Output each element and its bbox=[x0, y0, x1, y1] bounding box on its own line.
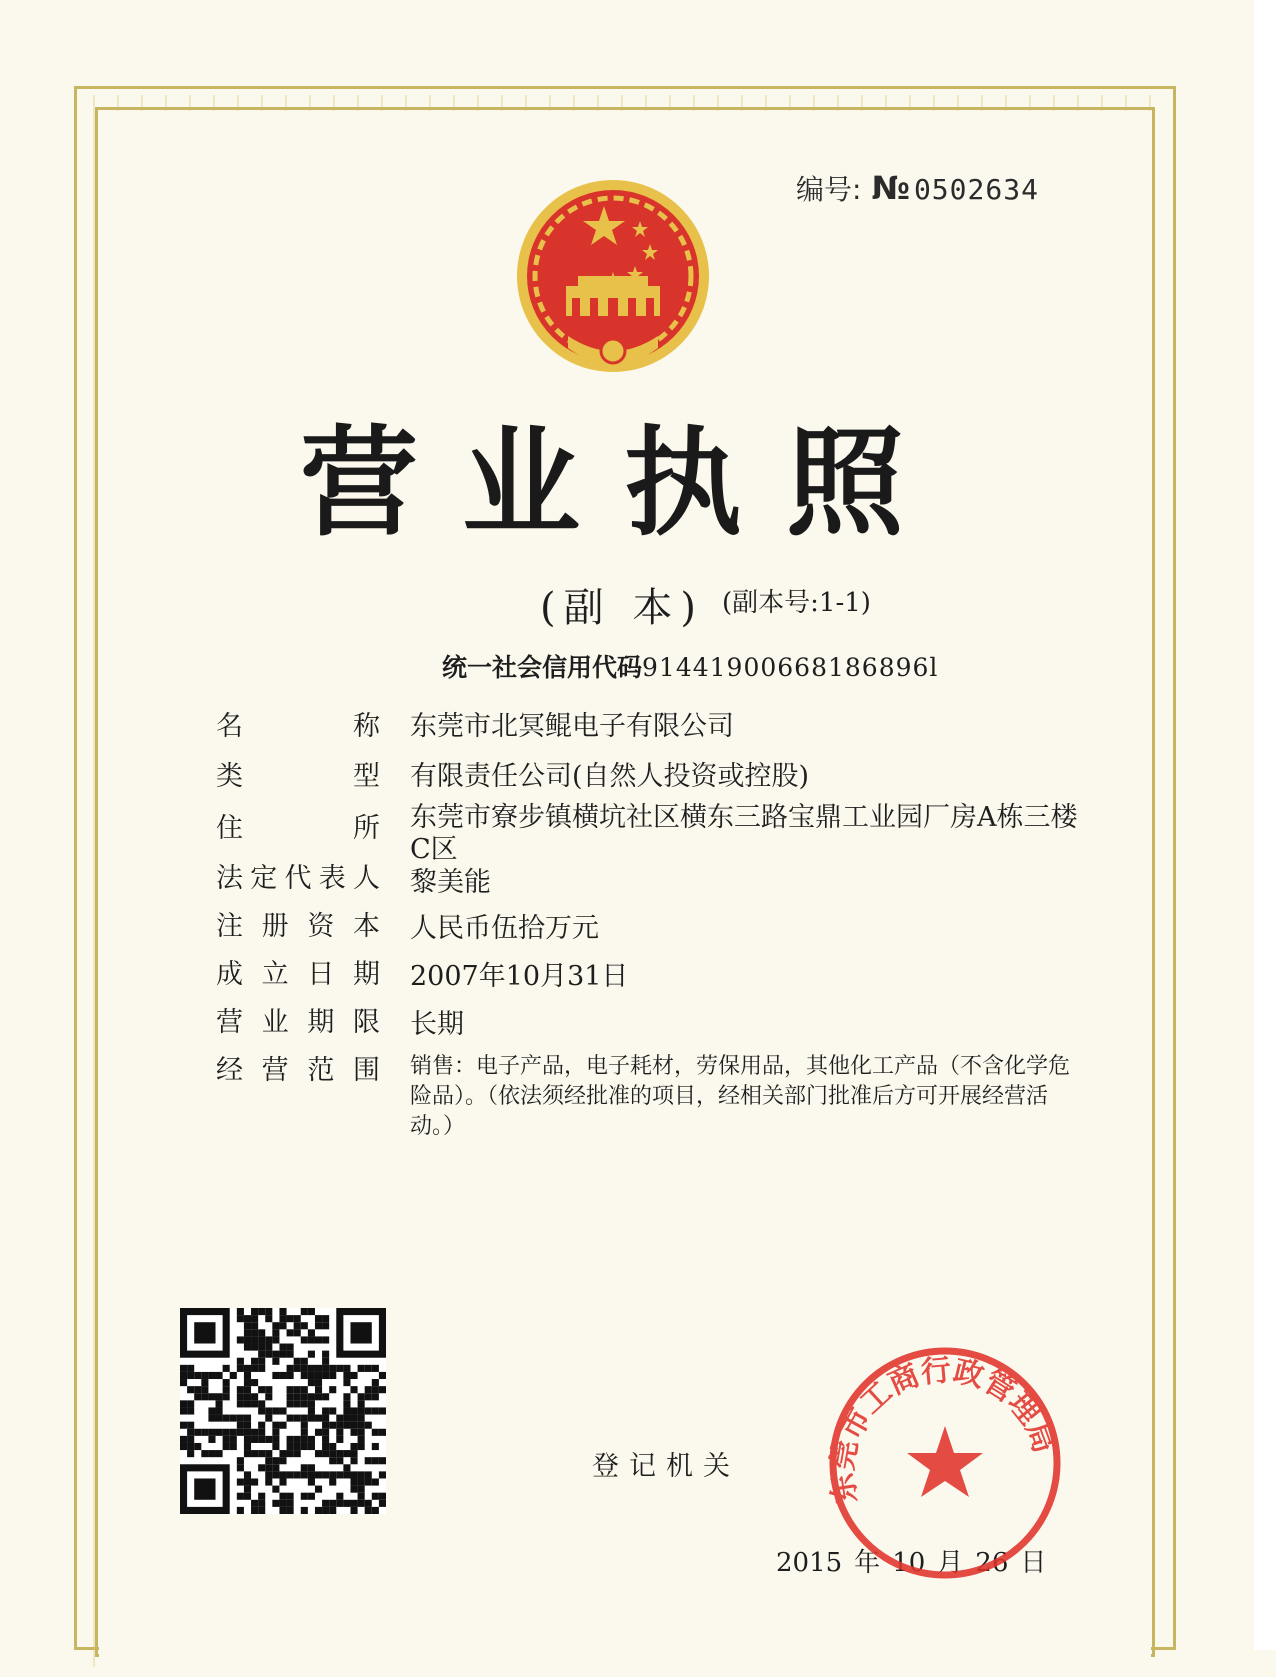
serial-mark: № bbox=[871, 169, 910, 207]
field-label-type: 类型 bbox=[216, 761, 380, 792]
field-value-capital: 人民币伍拾万元 bbox=[410, 913, 599, 944]
seal-text: 东莞市工商行政管理局 bbox=[825, 1352, 1062, 1506]
field-value-scope: 销售：电子产品，电子耗材，劳保用品，其他化工产品（不含化学危险品）。（依法须经批准的项目，经相关部门批准后方可开展经营活动。） bbox=[410, 1054, 1071, 1139]
issue-year-unit: 年 bbox=[854, 1548, 881, 1578]
field-label-established: 成立日期 bbox=[216, 959, 380, 990]
credit-code-label: 统一社会信用代码 bbox=[442, 653, 643, 682]
serial-label: 编号: bbox=[796, 173, 862, 206]
issue-month: 10 bbox=[892, 1548, 926, 1578]
copy-number: (副本号:1-1) bbox=[722, 588, 871, 618]
issue-day: 26 bbox=[975, 1548, 1009, 1578]
field-label-name: 名称 bbox=[216, 711, 380, 742]
document-title: 营业执照 bbox=[300, 414, 949, 552]
credit-code-value: 91441900668186896l bbox=[642, 653, 939, 682]
national-emblem-icon bbox=[508, 176, 718, 386]
serial-value: 0502634 bbox=[913, 173, 1039, 206]
official-seal-icon bbox=[820, 1338, 1070, 1588]
registration-authority-label: 登记机关 bbox=[592, 1451, 740, 1482]
field-label-legal-rep: 法定代表人 bbox=[216, 863, 380, 894]
field-value-legal-rep: 黎美能 bbox=[410, 867, 491, 898]
field-value-name: 东莞市北冥鲲电子有限公司 bbox=[410, 711, 734, 742]
issue-day-unit: 日 bbox=[1020, 1548, 1047, 1578]
field-value-established: 2007年10月31日 bbox=[410, 961, 629, 992]
issue-month-unit: 月 bbox=[937, 1548, 964, 1578]
field-label-term: 营业期限 bbox=[216, 1007, 380, 1038]
field-value-term: 长期 bbox=[410, 1009, 464, 1040]
qr-code-icon bbox=[180, 1308, 386, 1514]
field-value-address: 东莞市寮步镇横坑社区横东三路宝鼎工业园厂房A栋三楼C区 bbox=[410, 802, 1078, 865]
serial-number bbox=[796, 168, 1039, 208]
credit-code bbox=[442, 648, 938, 684]
issue-year: 2015 bbox=[776, 1548, 843, 1578]
document-subtitle: (副 本) bbox=[540, 585, 704, 631]
field-label-capital: 注册资本 bbox=[216, 911, 380, 942]
field-value-type: 有限责任公司(自然人投资或控股) bbox=[410, 761, 810, 792]
field-label-scope: 经营范围 bbox=[216, 1055, 380, 1086]
field-label-address: 住所 bbox=[216, 813, 380, 844]
page-edge bbox=[1254, 0, 1276, 1650]
